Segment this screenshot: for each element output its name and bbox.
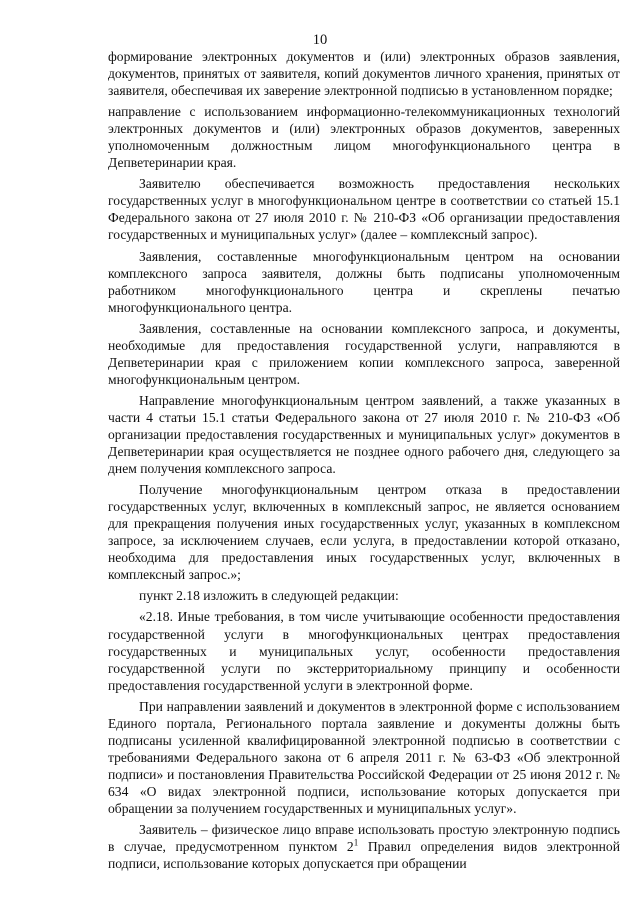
paragraph: Заявления, составленные на основании комплексного запроса, и документы, необходимые для предоставления государственной услуги, направляются в Депветеринарии края с приложением копии комплексного запроса, заверенной многофункциональным центром.: [108, 320, 620, 387]
paragraph: Заявления, составленные многофункциональным центром на основании комплексного запроса заявителя, должны быть подписаны уполномоченным работником многофункционального центра и скреплены печатью многофункционального центра.: [108, 248, 620, 315]
paragraph-last-text-continued: Правил определения видов электронной подписи, использование которых допускается при обращении: [108, 839, 620, 872]
paragraph: «2.18. Иные требования, в том числе учитывающие особенности предоставления государственной услуги в многофункциональных центрах предоставления государственных и муниципальных услуг, особенности предоставления государственной услуги по экстерриториальному принципу и особенности предоставления государственной услуги в электронной форме.: [108, 609, 620, 693]
paragraph: Заявителю обеспечивается возможность предоставления нескольких государственных услуг в многофункциональном центре в соответствии со статьей 15.1 Федерального закона от 27 июля 2010 г. № 210-ФЗ «Об организации предоставления государственных и муниципальных услуг» (далее – комплексный запрос).: [108, 176, 620, 243]
paragraph-last-text: Заявитель – физическое лицо вправе использовать простую электронную подпись в случае, предусмотренном пунктом 2: [108, 822, 620, 855]
paragraph: направление с использованием информационно-телекоммуникационных технологий электронных документов и (или) электронных образов документов, заверенных уполномоченным должностным лицом многофункционального центра в Депветеринарии края.: [108, 104, 620, 171]
paragraph: Направление многофункциональным центром заявлений, а также указанных в части 4 статьи 15.1 статьи Федерального закона от 27 июля 2010 г. № 210-ФЗ «Об организации предоставления государственных и муниципальных услуг» документов в Депветеринарии края осуществляется не позднее одного рабочего дня, следующего за днем получения комплексного запроса.: [108, 392, 620, 477]
page-number: 10: [312, 32, 328, 48]
paragraph: Получение многофункциональным центром отказа в предоставлении государственных услуг, включенных в комплексный запрос, не является основанием для прекращения получения иных государственных услуг, указанных в комплексном запросе, за исключением случаев, если услуга, в предоставлении которой отказано, необходима для предоставления иных государственных услуг, включенных в комплексный запрос.»;: [108, 482, 620, 583]
paragraph: пункт 2.18 изложить в следующей редакции:: [139, 588, 399, 604]
paragraph: формирование электронных документов и (или) электронных образов заявления, документов, принятых от заявителя, копий документов личного хранения, принятых от заявителя, обеспечивая их заверение электронной подписью в установленном порядке;: [108, 49, 620, 99]
footnote-superscript: 1: [353, 837, 359, 848]
paragraph: При направлении заявлений и документов в электронной форме с использованием Единого портала, Регионального портала заявление и документы должны быть подписаны усиленной квалифицированной электронной подписью в соответствии с требованиями Федерального закона от 6 апреля 2011 г. № 63-ФЗ «Об электронной подписи» и постановления Правительства Российской Федерации от 25 июня 2012 г. № 634 «О видах электронной подписи, использование которых допускается при обращении за получением государственных и муниципальных услуг».: [108, 698, 620, 816]
paragraph-last: [108, 821, 620, 872]
document-body: [108, 48, 620, 876]
